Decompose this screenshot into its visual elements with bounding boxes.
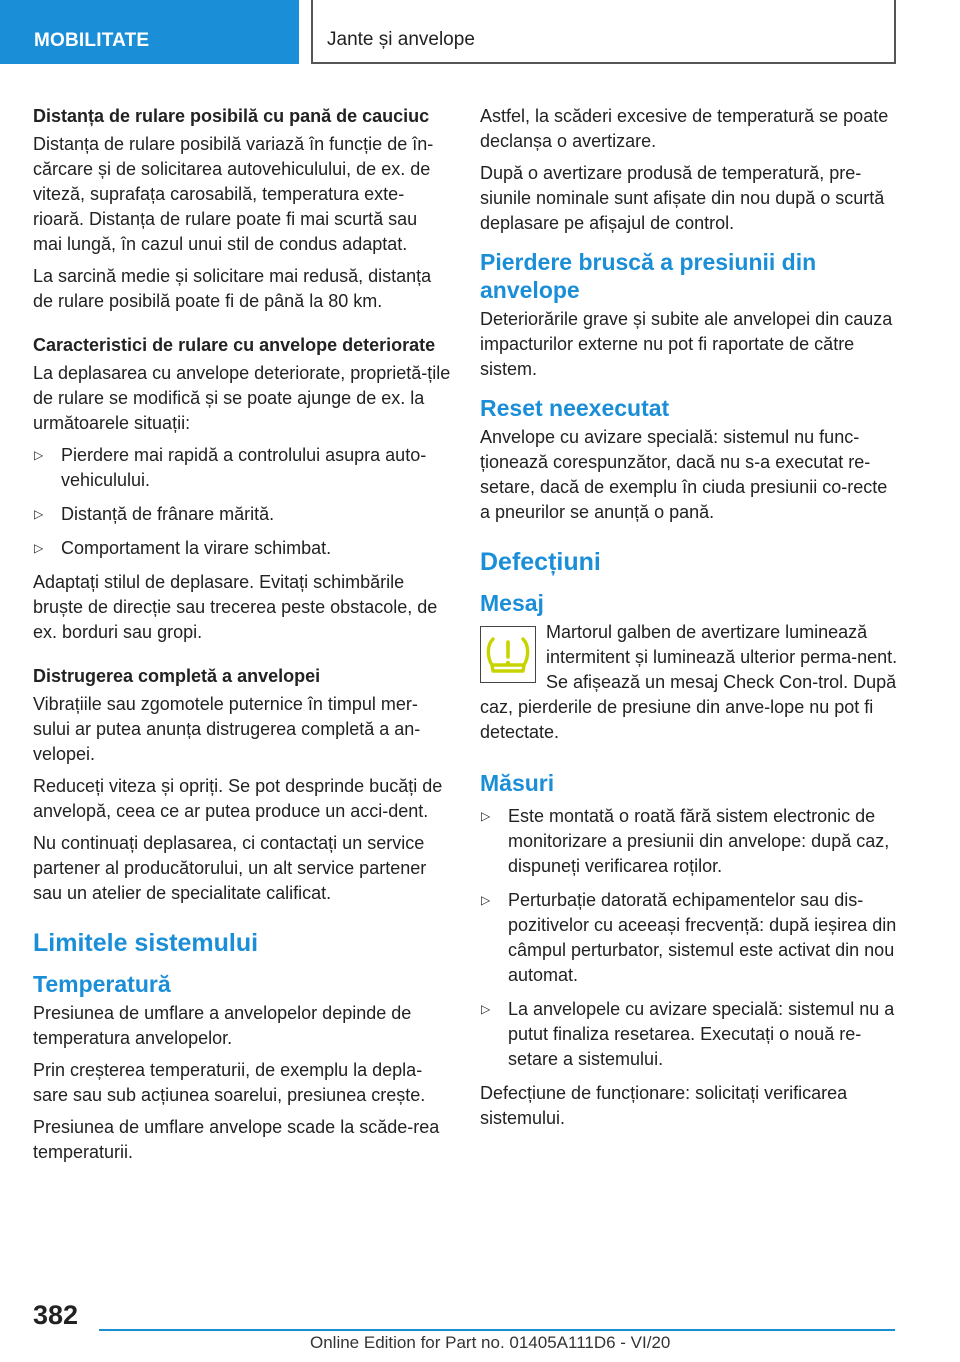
paragraph: Reduceți viteza și opriți. Se pot desprinde bucăți de anvelopă, ceea ce ar putea produce un acci-dent. [33, 776, 443, 821]
list-item: ▷ Distanță de frânare mărită. [34, 504, 275, 524]
paragraph: La sarcină medie și solicitare mai redusă, distanța de rulare posibilă poate fi de până la 80 km. [33, 266, 432, 311]
paragraph: Presiunea de umflare a anvelopelor depinde de temperatura anvelopelor. [33, 1003, 412, 1048]
chapter-title: Jante și anvelope [311, 0, 896, 64]
list-item: ▷ Pierdere mai rapidă a controlului asupra auto-vehiculului. [34, 445, 427, 490]
triangle-bullet-icon: ▷ [34, 507, 44, 521]
triangle-bullet-icon: ▷ [34, 541, 44, 555]
paragraph: Anvelope cu avizare specială: sistemul nu func-ționează corespunzător, dacă nu s-a executat re-setare, dacă de exemplu în ciuda presiunii co-recte a pneurilor se anunță o pană. [480, 427, 888, 522]
paragraph: Vibrațiile sau zgomotele puternice în timpul mer-sului ar putea anunța distrugerea completă a an-velopei. [33, 694, 421, 764]
list-item: ▷ Este montată o roată fără sistem electronic de monitorizare a presiunii din anvelope: după caz, dispuneți verificarea roților. [481, 806, 890, 876]
paragraph: Distanța de rulare posibilă variază în funcție de în-cărcare și de solicitarea autovehiculului, de ex. de viteză, suprafața carosabilă, temperatura exte-rioară. Distanța de rulare poate fi mai scurtă sau mai lungă, în cazul unui stil de condus adaptat. [33, 134, 434, 254]
triangle-bullet-icon: ▷ [481, 893, 491, 907]
left-column [33, 104, 451, 1172]
section-tab: MOBILITATE [0, 0, 299, 64]
triangle-bullet-icon: ▷ [481, 1002, 491, 1016]
paragraph: Martorul galben de avertizare luminează intermitent și luminează ulterior perma-nent. Se afișează un mesaj Check Con-trol. După caz, pierderile de presiune din anve-lope nu pot fi detectate. [480, 622, 898, 742]
list-item: ▷ La anvelopele cu avizare specială: sistemul nu a putut finaliza resetarea. Executați o nouă re-setare a sistemului. [481, 999, 895, 1069]
right-column [480, 104, 898, 1138]
page-number: 382 [33, 1300, 79, 1330]
heading-system-limits: Limitele sistemului [33, 929, 259, 957]
heading-measures: Măsuri [480, 770, 555, 796]
heading-faults: Defecțiuni [480, 548, 601, 576]
paragraph: Adaptați stilul de deplasare. Evitați schimbările bruște de direcție sau trecerea peste obstacole, de ex. borduri sau gropi. [33, 572, 438, 642]
tire-pressure-warning-icon [480, 626, 536, 683]
list-item: ▷ Perturbație datorată echipamentelor sau dis-pozitivelor cu aceeași frecvență: după ieșirea din câmpul perturbator, sistemul este activat din nou automat. [481, 890, 897, 985]
paragraph: După o avertizare produsă de temperatură, pre-siunile nominale sunt afișate din nou după o scurtă deplasare pe afișajul de control. [480, 163, 885, 233]
edition-footer: Online Edition for Part no. 01405A111D6 - VI/20 [310, 1333, 671, 1352]
paragraph: Deteriorările grave și subite ale anvelopei din cauza impacturilor externe nu pot fi raportate de către sistem. [480, 309, 893, 379]
heading-temperature: Temperatură [33, 971, 171, 997]
page-header [0, 0, 960, 66]
heading-reset-not-executed: Reset neexecutat [480, 395, 670, 421]
heading-damaged-tire-characteristics: Caracteristici de rulare cu anvelope deteriorate [33, 335, 436, 355]
paragraph: Nu continuați deplasarea, ci contactați un service partener al producătorului, un alt service partener sau un atelier de specialitate calificat. [33, 833, 427, 903]
paragraph: Astfel, la scăderi excesive de temperatură se poate declanșa o avertizare. [480, 106, 889, 151]
heading-tire-destruction: Distrugerea completă a anvelopei [33, 666, 321, 686]
bullet-list [33, 443, 451, 561]
warning-message-block [480, 620, 898, 745]
paragraph: La deplasarea cu anvelope deteriorate, proprietă-țile de rulare se modifică și se poate ajunge de ex. la următoarele situații: [33, 363, 451, 433]
heading-run-flat-distance: Distanța de rulare posibilă cu pană de cauciuc [33, 106, 430, 126]
paragraph: Prin creșterea temperaturii, de exemplu la depla-sare sau sub acțiunea soarelui, presiunea crește. [33, 1060, 426, 1105]
footer-divider [99, 1329, 895, 1331]
tire-pressure-warning-icon-graphic [485, 635, 531, 675]
triangle-bullet-icon: ▷ [34, 448, 44, 462]
triangle-bullet-icon: ▷ [481, 809, 491, 823]
paragraph: Defecțiune de funcționare: solicitați verificarea sistemului. [480, 1083, 848, 1128]
list-item: ▷ Comportament la virare schimbat. [34, 538, 332, 558]
paragraph: Presiunea de umflare anvelope scade la scăde-rea temperaturii. [33, 1117, 440, 1162]
heading-message: Mesaj [480, 590, 544, 616]
heading-sudden-pressure-loss: Pierdere bruscă a presiunii din anvelope [480, 249, 817, 303]
bullet-list [480, 804, 898, 1072]
